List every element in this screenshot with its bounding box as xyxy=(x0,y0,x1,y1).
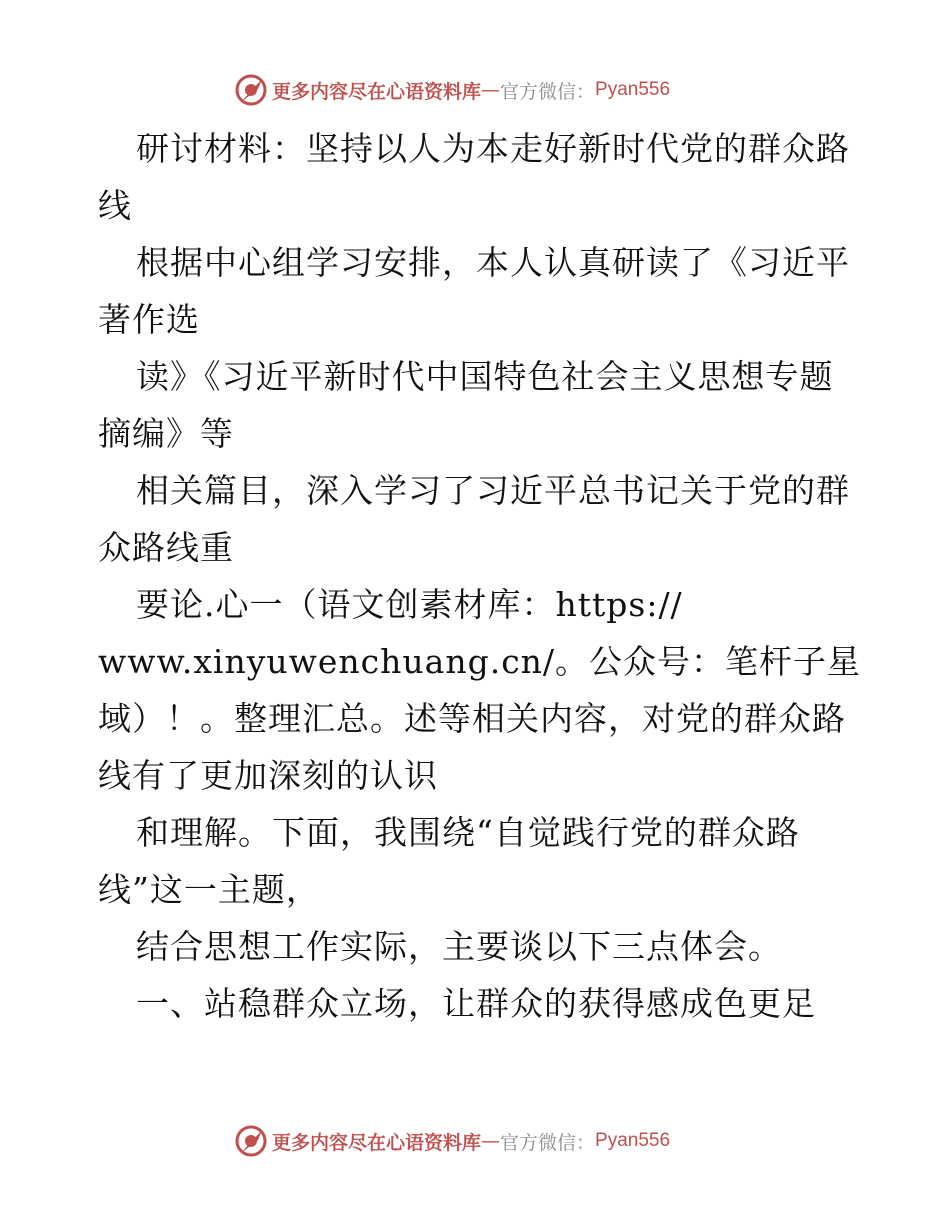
banner-official-label: 官方微信： xyxy=(500,1131,596,1154)
header-banner xyxy=(234,70,670,110)
doc-title-line-1: 研讨材料：坚持以人为本走好新时代党的群众路 xyxy=(136,129,850,168)
paragraph-line: 众路线重 xyxy=(98,528,234,567)
paragraph-line: 和理解。下面，我围绕“自觉践行党的群众路 xyxy=(136,813,800,852)
paragraph-line: 摘编》等 xyxy=(98,414,234,453)
paragraph-line: 线”这一主题， xyxy=(98,870,320,909)
doc-title-line-2: 线 xyxy=(98,186,132,225)
paragraph-line: 要论.心一（语文创素材库：https:// xyxy=(136,585,683,624)
paragraph-line: 域）！。整理汇总。述等相关内容，对党的群众路 xyxy=(98,699,846,738)
section-heading: 一、站稳群众立场，让群众的获得感成色更足 xyxy=(136,984,816,1023)
banner-dash: — xyxy=(481,1130,501,1152)
footer-banner xyxy=(234,1121,670,1161)
paragraph-line: 相关篇目，深入学习了习近平总书记关于党的群 xyxy=(136,471,850,510)
paragraph-line: www.xinyuwenchuang.cn/。公众号：笔杆子星 xyxy=(98,642,862,681)
quill-logo-icon xyxy=(234,1124,268,1158)
banner-title: 更多内容尽在心语资料库 xyxy=(272,80,482,103)
paragraph-line: 线有了更加深刻的认识 xyxy=(98,756,438,795)
banner-title: 更多内容尽在心语资料库 xyxy=(272,1131,482,1154)
paragraph-line: 读》《习近平新时代中国特色社会主义思想专题 xyxy=(136,357,834,396)
document-body xyxy=(98,120,862,1032)
banner-wechat-id: Pyan556 xyxy=(595,79,671,100)
paragraph-line: 结合思想工作实际，主要谈以下三点体会。 xyxy=(136,927,782,966)
paragraph-line: 根据中心组学习安排，本人认真研读了《习近平 xyxy=(136,243,850,282)
quill-logo-icon xyxy=(234,73,268,107)
banner-wechat-id: Pyan556 xyxy=(595,1130,671,1151)
paragraph-line: 著作选 xyxy=(98,300,200,339)
banner-official-label: 官方微信： xyxy=(500,80,596,103)
banner-dash: — xyxy=(481,79,501,101)
